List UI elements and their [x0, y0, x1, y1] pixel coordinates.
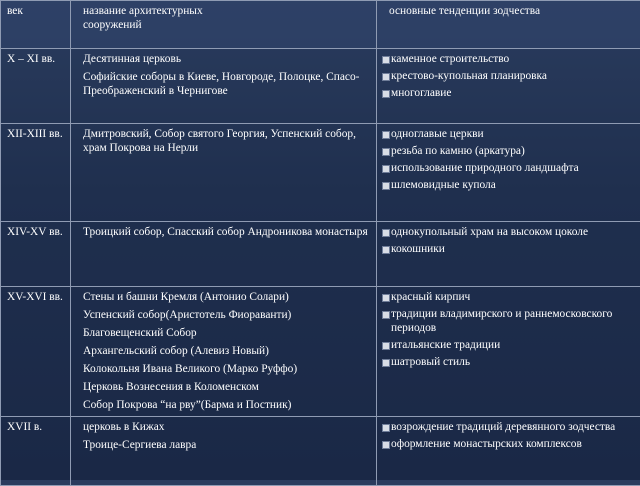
bullet-item: однокупольный храм на высоком цоколе	[381, 225, 636, 239]
bullet-item: оформление монастырских комплексов	[381, 437, 636, 451]
bullet-item: красный кирпич	[381, 290, 636, 304]
row-age: XVII в.	[1, 417, 71, 486]
table-row	[1, 49, 640, 124]
bullet-item: крестово-купольная планировка	[381, 69, 636, 83]
bullet-item: одноглавые церкви	[381, 127, 636, 141]
row-trends	[377, 124, 640, 222]
row-names: церковь в Кижах Троице-Сергиева лавра	[71, 417, 377, 486]
row-age: XIV-XV вв.	[1, 222, 71, 287]
row-names: Десятинная церковь Софийские соборы в Киеве, Новгороде, Полоцке, Спасо-Преображенский в Чернигове	[71, 49, 377, 124]
bullet-item: каменное строительство	[381, 52, 636, 66]
row-trends	[377, 417, 640, 486]
bullet-item: кокошники	[381, 242, 636, 256]
row-age: X – XI вв.	[1, 49, 71, 124]
table-row	[1, 124, 640, 222]
header-name: название архитектурных сооружений	[71, 1, 377, 49]
row-names: Троицкий собор, Спасский собор Андроникова монастыря	[71, 222, 377, 287]
bullet-item: традиции владимирского и раннемосковского периодов	[381, 307, 636, 335]
row-trends	[377, 49, 640, 124]
row-names: Стены и башни Кремля (Антонио Солари) Успенский собор(Аристотель Фиораванти) Благовещенский Собор Архангельский собор (Алевиз Новый) Колокольня Ивана Великого (Марко Руффо) Церковь Вознесения в Коломенском Собор Покрова “на рву”(Барма и Постник)	[71, 287, 377, 417]
bullet-item: резьба по камню (аркатура)	[381, 144, 636, 158]
header-trend: основные тенденции зодчества	[377, 1, 640, 49]
table-row	[1, 417, 640, 486]
bullet-item: шатровый стиль	[381, 355, 636, 369]
bullet-item: возрождение традиций деревянного зодчества	[381, 420, 636, 434]
row-names: Дмитровский, Собор святого Георгия, Успенский собор, храм Покрова на Нерли	[71, 124, 377, 222]
row-trends	[377, 222, 640, 287]
header-row	[1, 1, 640, 49]
table-row	[1, 287, 640, 417]
table-row	[1, 222, 640, 287]
header-age: век	[1, 1, 71, 49]
bullet-item: использование природного ландшафта	[381, 161, 636, 175]
row-trends	[377, 287, 640, 417]
bullet-item: шлемовидные купола	[381, 178, 636, 192]
row-age: XV-XVI вв.	[1, 287, 71, 417]
bullet-item: многоглавие	[381, 86, 636, 100]
bullet-item: итальянские традиции	[381, 338, 636, 352]
row-age: XII-XIII вв.	[1, 124, 71, 222]
